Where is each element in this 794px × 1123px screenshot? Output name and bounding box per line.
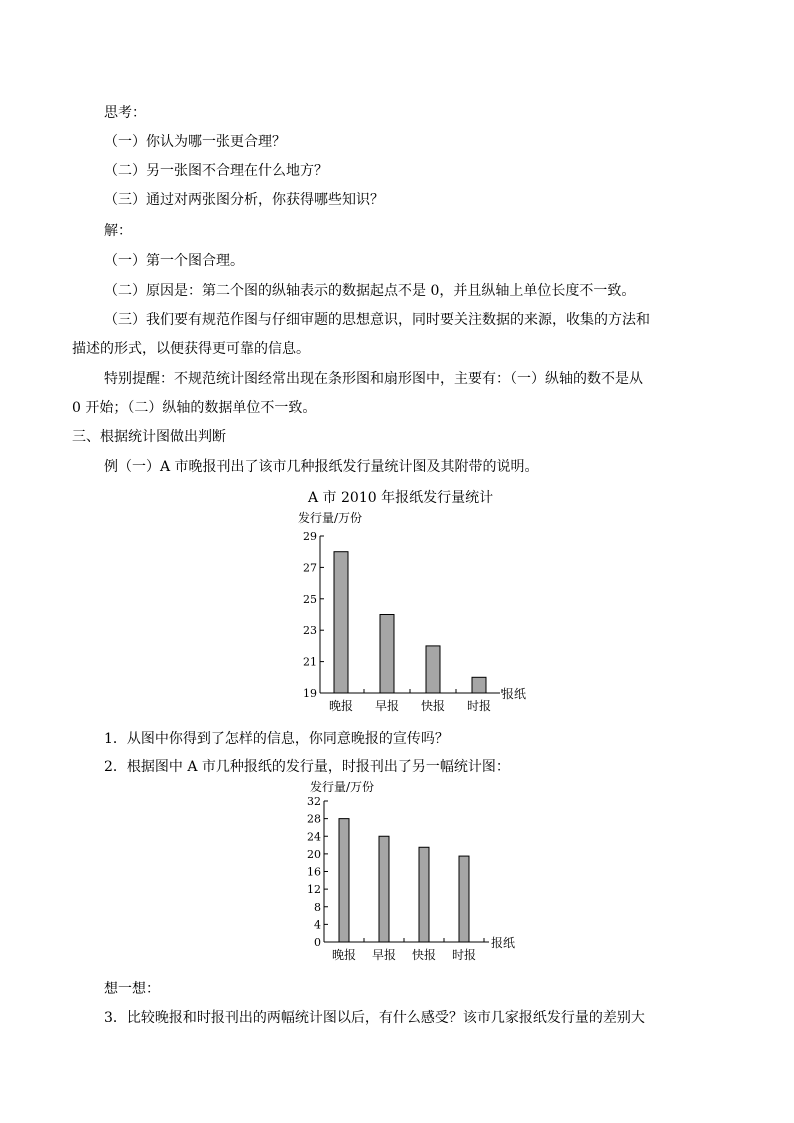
reminder-line-1: 特别提醒：不规范统计图经常出现在条形图和扇形图中，主要有：（一）纵轴的数不是从 bbox=[104, 371, 643, 387]
chart-1-category-label: 快报 bbox=[420, 699, 446, 713]
chart-2-category-label: 时报 bbox=[451, 948, 477, 962]
chart-1-bar bbox=[334, 552, 348, 693]
think-question-2: （二）另一张图不合理在什么地方？ bbox=[104, 163, 328, 179]
chart-2-y-tick-label: 28 bbox=[307, 812, 321, 826]
chart-2-y-tick-label: 32 bbox=[307, 795, 321, 808]
solution-answer-3-line1: （三）我们要有规范作图与仔细审题的思想意识，同时要关注数据的来源，收集的方法和 bbox=[104, 312, 650, 328]
solution-answer-1: （一）第一个图合理。 bbox=[104, 253, 244, 269]
chart-1-title: A 市 2010 年报纸发行量统计 bbox=[308, 490, 494, 506]
think-question-1: （一）你认为哪一张更合理？ bbox=[104, 134, 286, 150]
question-1: 1．从图中你得到了怎样的信息，你同意晚报的宣传吗？ bbox=[104, 731, 449, 747]
chart-1-y-tick-label: 29 bbox=[303, 530, 317, 543]
chart-1-category-label: 晚报 bbox=[328, 699, 354, 713]
chart-1-y-tick-label: 25 bbox=[303, 592, 317, 606]
chart-2-bar bbox=[339, 819, 349, 942]
section-3-heading: 三、根据统计图做出判断 bbox=[72, 429, 226, 445]
chart-1-y-tick-label: 19 bbox=[303, 687, 317, 700]
chart-1-y-tick-label: 27 bbox=[303, 561, 317, 575]
chart-2-y-tick-label: 4 bbox=[314, 918, 321, 932]
chart-2-y-tick-label: 0 bbox=[314, 936, 321, 949]
chart-2-y-tick-label: 12 bbox=[307, 883, 321, 897]
reminder-line-2: 0 开始；（二）纵轴的数据单位不一致。 bbox=[72, 400, 317, 416]
chart-2-bar bbox=[459, 856, 469, 942]
question-2: 2．根据图中 A 市几种报纸的发行量，时报刊出了另一幅统计图： bbox=[104, 759, 510, 775]
chart-2-y-tick-label: 8 bbox=[314, 900, 321, 914]
chart-1-bar bbox=[426, 646, 440, 693]
think-question-3: （三）通过对两张图分析，你获得哪些知识？ bbox=[104, 192, 384, 208]
chart-1-x-axis-label: 报纸 bbox=[502, 687, 527, 701]
chart-2-bar bbox=[419, 847, 429, 942]
solution-answer-2: （二）原因是：第二个图的纵轴表示的数据起点不是 0，并且纵轴上单位长度不一致。 bbox=[104, 283, 636, 299]
chart-2-y-tick-label: 16 bbox=[307, 865, 321, 879]
chart-2 bbox=[300, 778, 540, 968]
solution-answer-3-line2: 描述的形式，以便获得更可靠的信息。 bbox=[72, 341, 310, 357]
chart-1 bbox=[290, 506, 550, 716]
chart-2-y-axis-label: 发行量/万份 bbox=[310, 780, 375, 794]
chart-2-y-tick-label: 24 bbox=[307, 830, 321, 844]
chart-2-x-axis-label: 报纸 bbox=[491, 936, 516, 950]
chart-1-category-label: 时报 bbox=[466, 699, 492, 713]
chart-2-y-tick-label: 20 bbox=[307, 847, 321, 861]
chart-2-category-label: 快报 bbox=[411, 948, 437, 962]
chart-1-y-axis-label: 发行量/万份 bbox=[298, 511, 363, 525]
solution-heading: 解： bbox=[104, 223, 132, 239]
chart-1-y-tick-label: 23 bbox=[303, 624, 317, 638]
question-3: 3．比较晚报和时报刊出的两幅统计图以后，有什么感受？该市几家报纸发行量的差别大 bbox=[104, 1010, 645, 1026]
chart-1-bar bbox=[380, 615, 394, 694]
think-heading: 思考： bbox=[104, 105, 146, 121]
chart-2-category-label: 晚报 bbox=[331, 948, 357, 962]
chart-2-category-label: 早报 bbox=[371, 948, 397, 962]
example-intro: 例（一）A 市晚报刊出了该市几种报纸发行量统计图及其附带的说明。 bbox=[104, 459, 539, 475]
chart-1-y-tick-label: 21 bbox=[303, 655, 317, 669]
chart-1-category-label: 早报 bbox=[374, 699, 400, 713]
chart-2-bar bbox=[379, 836, 389, 942]
think-more-heading: 想一想： bbox=[104, 981, 160, 997]
chart-1-bar bbox=[472, 677, 486, 693]
